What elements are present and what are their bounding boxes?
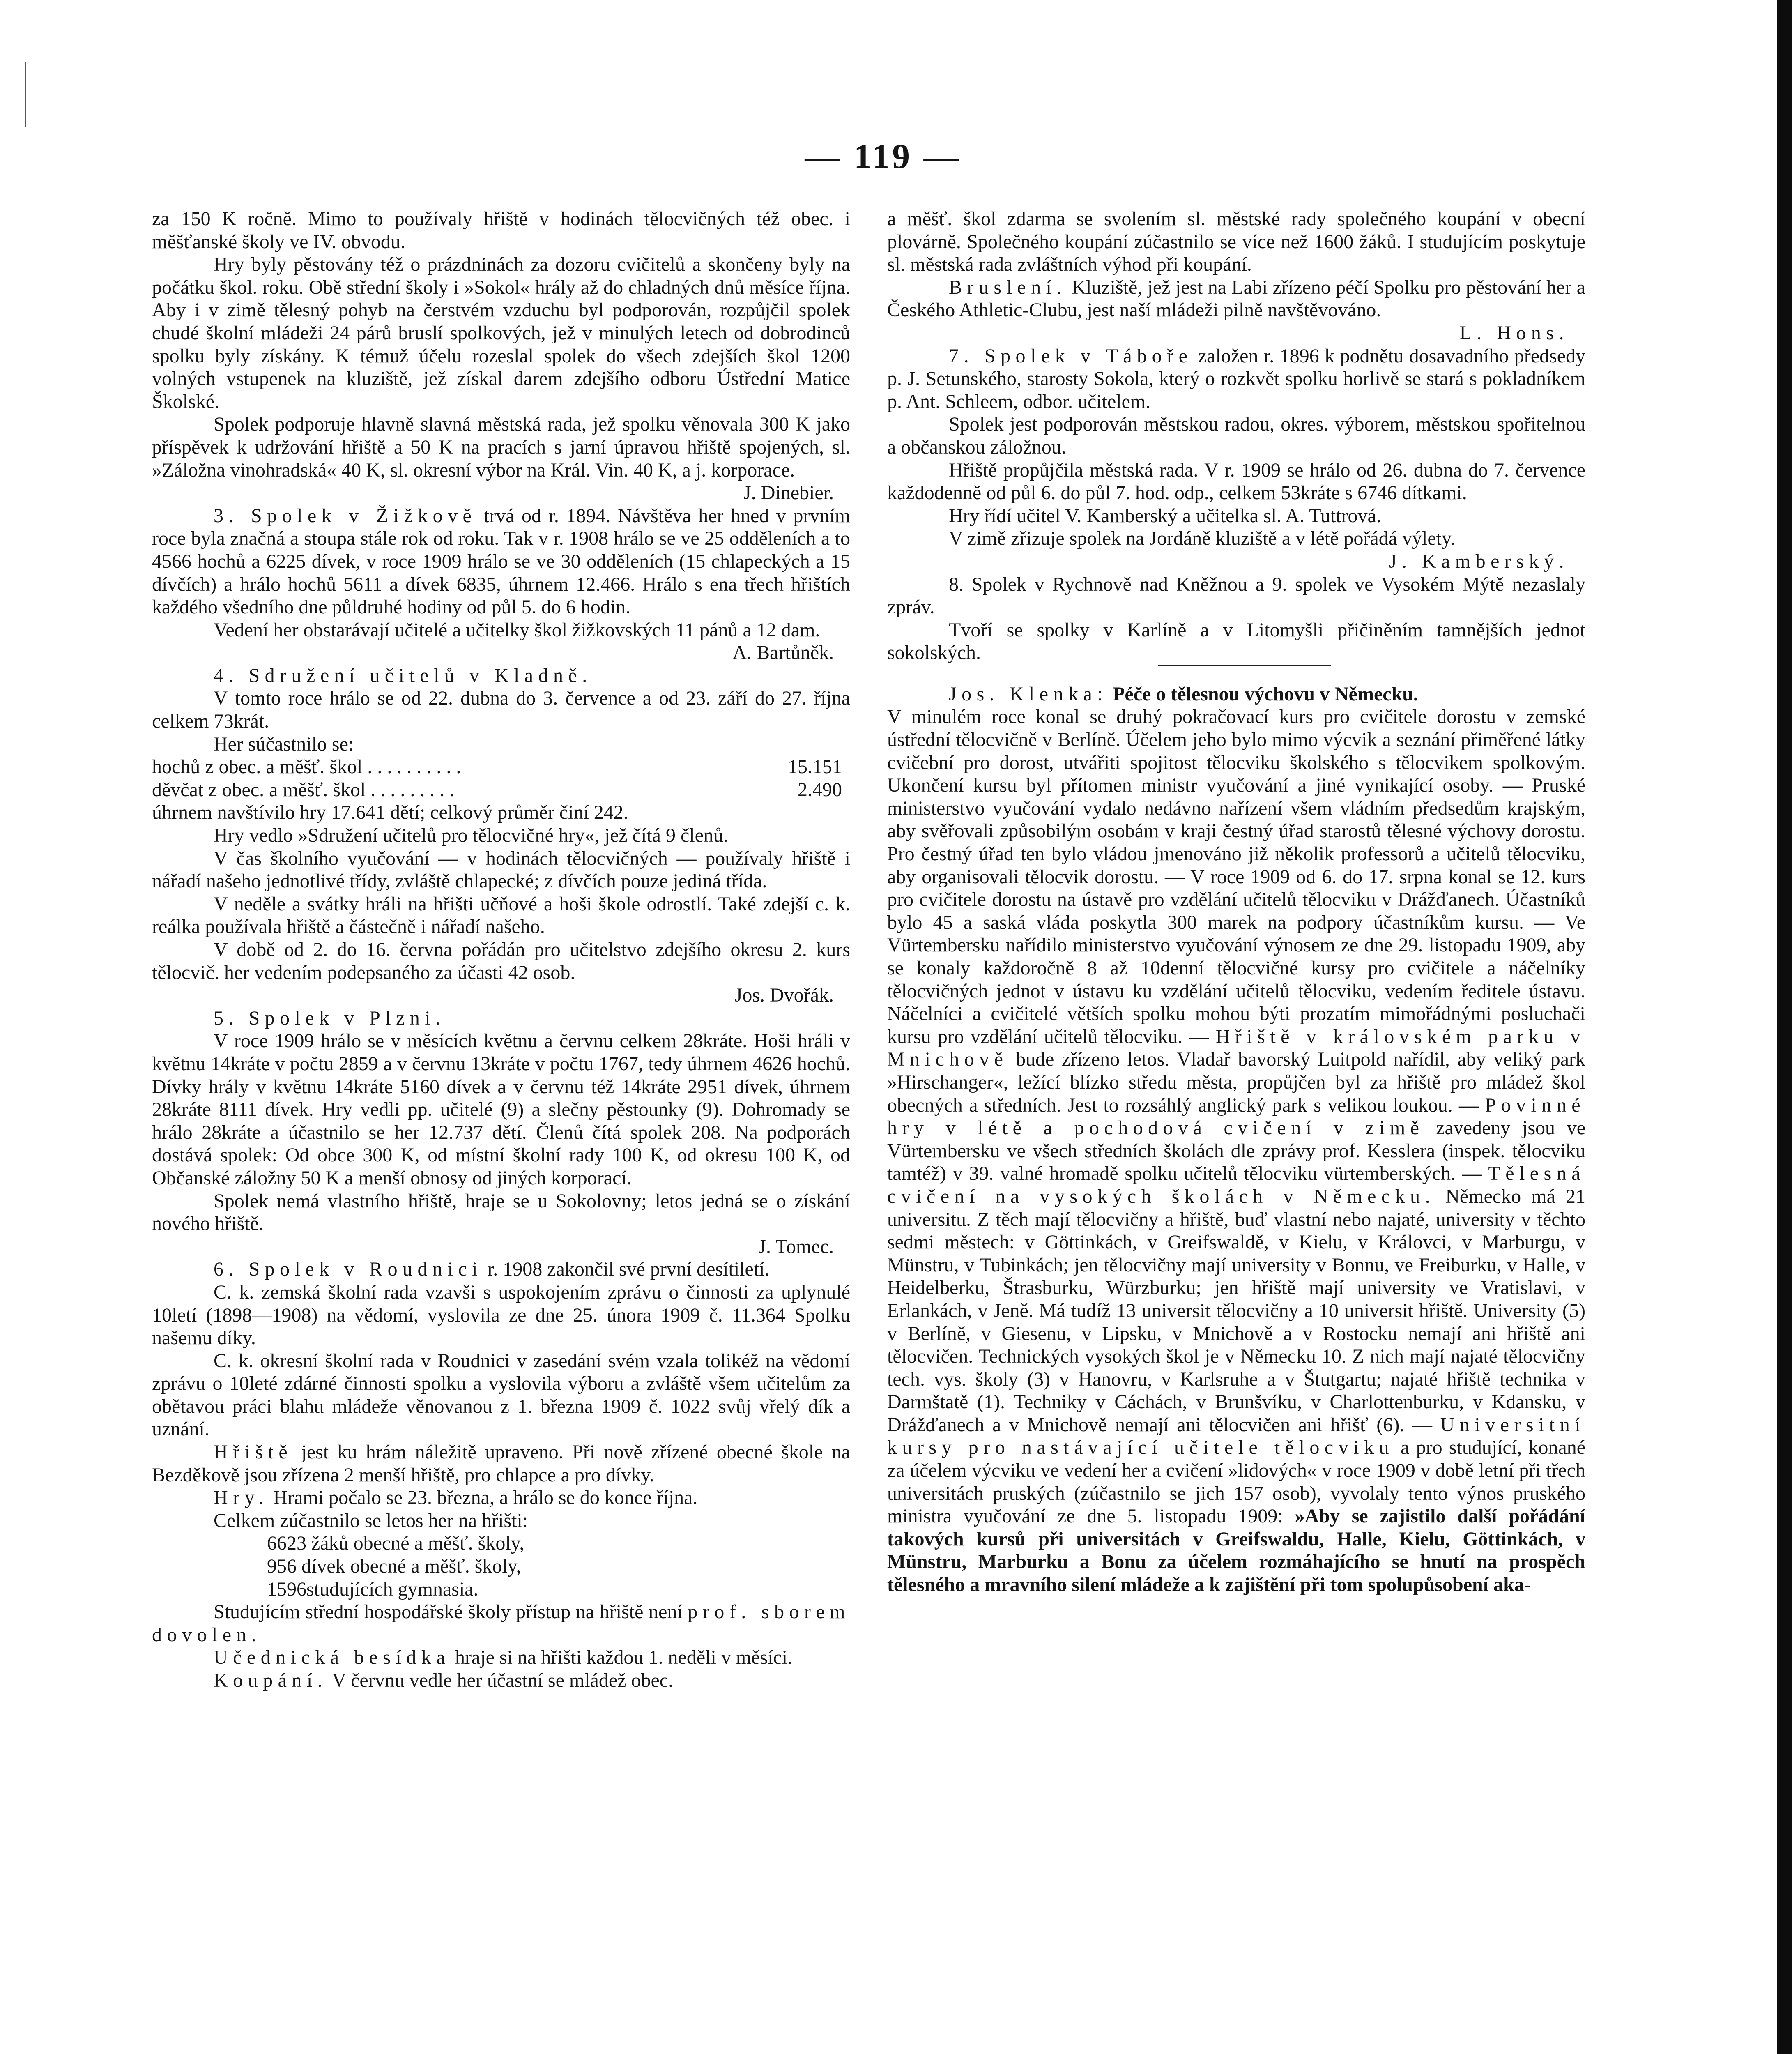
inline-bold: »Aby se zajistilo další pořádání takových kursů při universitách v Greifswaldu, Halle, Kielu, Göttinkách, v Münstru, Marburku a Bonu za účelem rozmáhajícího se hnutí na prospěch tělesného a mravního silení mládeže a k zajištění při tom spolupůsobení aka- [887, 1505, 1585, 1596]
paragraph: V čas školního vyučování — v hodinách tělocvičných — používaly hřiště i nářadí našeho jednotlivé třídy, zvláště chlapecké; z dívčích pouze jediná třída. [152, 847, 850, 892]
inline-spaced: Universitní kursy pro nastávající učitele tělocviku [887, 1414, 1585, 1459]
paragraph [152, 1646, 850, 1669]
paragraph: V roce 1909 hrálo se v měsících květnu a červnu celkem 28kráte. Hoši hráli v květnu 14kráte v počtu 2859 a v červnu 13kráte v počtu 1767, tedy úhrnem 4626 hochů. Dívky hrály v květnu 14kráte 5160 dívek a v červnu též 14kráte 2951 dívek, úhrnem 28kráte 8111 dívek. Hry vedli pp. učitelé (9) a slečny pěstounky (9). Dohromady se hrálo 28kráte a účastnilo se her 12.737 dětí. Členů čítá spolek 208. Na podporách dostává spolek: Od obce 300 K, od místní školní rady 100 K, od okresu 100 K, od Občanské záložny 50 K a menší obnosy od jiných korporací. [152, 1030, 850, 1189]
inline-spaced: Tělesná cvičení na vysokých školách v Německu. [887, 1163, 1585, 1207]
article-heading [887, 683, 1585, 706]
list-value: 2.490 [798, 778, 842, 801]
signature: A. Bartůněk. [732, 642, 834, 664]
paragraph: Hřiště propůjčila městská rada. V r. 1909 se hrálo od 26. dubna do 7. července každodenně od půl 6. do půl 7. hod. odp., celkem 53kráte s 6746 dítkami. [887, 459, 1585, 504]
paragraph [152, 1669, 850, 1692]
section-heading: 6. Spolek v Roudnici [214, 1258, 483, 1280]
paragraph [152, 1486, 850, 1509]
signature: L. Hons. [1459, 322, 1569, 344]
section-heading: 5. Spolek v Plzni. [214, 1007, 446, 1029]
inline-text: Studujícím střední hospodářské školy přístup na hřiště není [214, 1601, 683, 1623]
list-label: děvčat z obec. a měšť. škol . . . . . . . . . [152, 778, 455, 801]
inline-heading: Bruslení. [949, 276, 1067, 298]
article-author: Jos. Klenka: [949, 683, 1108, 705]
list-label: hochů z obec. a měšť. škol . . . . . . . . . . [152, 756, 461, 778]
inline-text: V červnu vedle her účastní se mládež obec. [332, 1669, 674, 1691]
inline-spaced: Hřiště v královském parku v Mnichově [887, 1025, 1585, 1071]
paragraph [152, 1441, 850, 1486]
inline-heading: Hry. [214, 1487, 269, 1509]
paragraph: Spolek nemá vlastního hřiště, hraje se u Sokolovny; letos jedná se o získání nového hřiště. [152, 1190, 850, 1235]
inline-text: Německo má 21 universitu. Z těch mají tělocvičny a hřiště, buď vlastní nebo najaté, university v těchto sedmi městech: v Göttinkách, v Greifswaldě, v Kielu, v Královci, v Marburgu, v Münstru, v Tubinkách; jen tělocvičny mají university v Bonnu, ve Freiburku, v Halle, v Heidelberku, Štrasburku, Würzburku; jen hřiště mají university ve Vratislavi, v Erlankách, v Jeně. Má tudíž 13 universit tělocvičny a 10 universit hřiště. University (5) v Berlíně, v Giesenu, v Lipsku, v Mnichově a v Rostocku nemají ani hřiště ani tělocvičen. Technických vysokých škol je v Německu 10. Z nich mají najaté tělocvičny tech. vys. školy (3) v Hanovru, v Karlsruhe a v Štutgartu; najaté hřiště technika v Darmštatě (1). Techniky v Cáchách, v Brunšvíku, v Charlottenburku, v Kdansku, v Drážďanech a v Mnichově nemají ani tělocvičen ani hřišť (6). — [887, 1185, 1585, 1436]
inline-heading: Koupání. [214, 1669, 328, 1691]
paragraph [887, 276, 1585, 322]
inline-text: bude zřízeno letos. Vladař bavorský Luitpold nařídil, aby veliký park »Hirschanger«, ležící blízko středu města, propůjčen byl za hřiště pro mládež škol obecných a středních. Jest to rozsáhlý anglický park s velikou loukou. — [887, 1048, 1585, 1116]
paragraph [152, 1600, 850, 1646]
inline-text: a pro studující, konané za účelem výcviku ve vedení her a cvičení »lidových« v roce 1909 v době letní při třech universitách pruských (zúčastnilo se jich 157 osob), vyvolaly tento výnos pruského ministra vyučování ze dne 5. listopadu 1909: [887, 1437, 1585, 1527]
paragraph: V neděle a svátky hráli na hřišti učňové a hoši škole odrostlí. Také zdejší c. k. reálka používala hřiště a částečně i nářadí našeho. [152, 893, 850, 938]
list-item [152, 778, 850, 801]
page-number: — 119 — [805, 136, 962, 176]
section-heading: 4. Sdružení učitelů v Kladně. [214, 664, 592, 686]
article-body [887, 705, 1585, 1596]
paragraph: Spolek jest podporován městskou radou, okres. výborem, městskou spořitelnou a občanskou záložnou. [887, 413, 1585, 458]
signature: Jos. Dvořák. [734, 984, 834, 1006]
paragraph: Spolek podporuje hlavně slavná městská rada, jež spolku věnovala 300 K jako příspěvek k udržování hřiště a 50 K na pracích s jarní úpravou hřiště spojených, sl. »Záložna vinohradská« 40 K, sl. okresní výbor na Král. Vin. 40 K, a j. korporace. [152, 413, 850, 481]
signature: J. Tomec. [758, 1235, 834, 1257]
inline-text: zavedeny jsou ve Vürtembersku ve všech středních školách dle zprávy prof. Kesslera (inspek. tělocviku tamtéž) v 39. valné hromadě spolku učitelů tělocviku vürtemberských. — [887, 1117, 1585, 1185]
paragraph: C. k. okresní školní rada v Roudnici v zasedání svém vzala tolikéž na vědomí zprávu o 10leté zdárné činnosti spolku a vyslovila výboru a zvláště všem učitelům za obětavou práci blahu mládeže věnovanou z 1. března 1909 č. 1022 svůj vřelý dík a uznání. [152, 1349, 850, 1440]
list-item [152, 755, 850, 778]
section-text: založen r. 1896 k podnětu dosavadního předsedy p. J. Setunského, starosty Sokola, který o rozkvět spolku horlivě se stará s pokladníkem p. Ant. Schleem, odbor. učitelem. [887, 345, 1585, 412]
section-text: trvá od r. 1894. Návštěva her hned v prvním roce byla značná a stoupa stále rok od roku. Tak v r. 1908 hrálo se ve 25 odděleních a to 4566 hochů a 6225 dívek, v roce 1909 hrálo se ve 30 odděleních (15 chlapeckých a 15 dívčích) a hrálo hochů 5611 a dívek 6835, úhrnem 12.466. Hrálo s ena třech hřištích každého všedního dne půldruhé hodiny od půl 5. do 6 hodin. [152, 504, 850, 618]
list-item: 956 dívek obecné a měšť. školy, [267, 1555, 521, 1577]
inline-text: jest ku hrám náležitě upraveno. Při nově zřízené obecné škole na Bezděkově jsou zřízena 2 menší hřiště, pro chlapce a pro dívky. [152, 1441, 850, 1486]
right-column [887, 207, 1585, 2054]
signature: J. Kamberský. [1389, 550, 1569, 572]
section-3 [152, 504, 850, 619]
inline-text: Kluziště, jež jest na Labi zřízeno péčí Spolku pro pěstování her a Českého Athletic-Clubu, jest naší mládeži pilně navštěvováno. [887, 276, 1585, 321]
paragraph: V tomto roce hrálo se od 22. dubna do 3. července a od 23. září do 27. října celkem 73krát. [152, 687, 850, 732]
scan-edge-right [1777, 0, 1792, 2054]
paragraph: C. k. zemská školní rada vzavši s uspokojením zprávu o činnosti za uplynulé 10letí (1898—1908) na vědomí, vyslovila ze dne 25. února 1909 č. 11.364 Spolku našemu díky. [152, 1281, 850, 1349]
paragraph: Her súčastnilo se: [214, 733, 354, 755]
paragraph: a měšť. škol zdarma se svolením sl. městské rady společného koupání v obecní plovárně. Společného koupání zúčastnilo se více než 1600 žáků. I studujícím poskytuje sl. městská rada zvláštních výhod při koupání. [887, 208, 1585, 276]
list-value: 15.151 [788, 756, 842, 778]
list-item: 6623 žáků obecné a měšť. školy, [267, 1532, 524, 1554]
paragraph: Celkem zúčastnilo se letos her na hřišti: [214, 1509, 528, 1531]
paragraph: V době od 2. do 16. června pořádán pro učitelstvo zdejšího okresu 2. kurs tělocvič. her vedením podepsaného za účasti 42 osob. [152, 939, 850, 983]
paragraph: Vedení her obstarávají učitelé a učitelky škol žižkovských 11 pánů a 12 dam. [214, 619, 820, 641]
signature: J. Dinebier. [743, 482, 834, 504]
paragraph: Tvoří se spolky v Karlíně a v Litomyšli přičiněním tamnějších jednot sokolských. [887, 619, 1585, 664]
inline-text: V minulém roce konal se druhý pokračovací kurs pro cvičitele dorostu v zemské ústřední tělocvičně v Berlíně. Účelem jeho bylo mimo výcvik a seznání přiměřené látky cvičební pro dorost, utvářiti spojitost tělocviku školského s tělocvikem spolkovým. Ukončení kursu byl přítomen ministr vyučování a jiné vynikající osoby. — Pruské ministerstvo vyučování vydalo nedávno nařízení všem vládním předsedům krajským, aby svěřovali způsobilým osobám v kraji čestný úřad starostů tělesné výchovy dorostu. Pro čestný úřad ten bylo vládou jmenováno již několik professorů a učitelů tělocviku, aby organisovali tělocvik dorostu. — V roce 1909 od 6. do 17. srpna konal se 12. kurs pro cvičitele dorostu na ústavě pro vzdělání učitelů tělocviku v Drážďanech. Účastníků bylo 45 a saská vláda poskytla 300 marek na podpory účastníkům kursu. — Ve Vürtembersku nařídilo ministerstvo vyučování výnosem ze dne 29. listopadu 1909, aby se konaly každoročně 8 až 10denní tělocvičné kursy pro cvičitele a náčelníky tělocvičných jednot v ústavu ku vzdělání učitelů tělocviku, vedením ředitele ústavu. Náčelníci a cvičitelé větších spolku mohou býti prozatím mimořádnými posluchači kursu pro vzdělání učitelů tělocviku. — [887, 706, 1585, 1048]
inline-heading: Hřiště [214, 1441, 293, 1463]
inline-text: hraje si na hřišti každou 1. neděli v měsíci. [455, 1646, 793, 1669]
paragraph: úhrnem navštívilo hry 17.641 dětí; celkový průměr činí 242. [152, 801, 628, 824]
spacer [887, 666, 1585, 683]
paragraph: 8. Spolek v Rychnově nad Kněžnou a 9. spolek ve Vysokém Mýtě nezaslaly zpráv. [887, 573, 1585, 618]
article-title: Péče o tělesnou výchovu v Německu. [1113, 683, 1418, 705]
paragraph: Hry byly pěstovány též o prázdninách za dozoru cvičitelů a skončeny byly na počátku škol. roku. Obě střední školy i »Sokol« hrály až do chladných dnů měsíce října. Aby i v zimě tělesný pohyb na čerstvém vzduchu byl podporován, rozpůjčil spolek chudé školní mládeži 24 párů bruslí spolkových, jež v minulých letech od dobrodinců spolku byly získány. K témuž účelu rozeslal spolek do všech zdejších škol 1200 volných vstupenek na kluziště, jež získal darem zdejšího odboru Ústřední Matice Školské. [152, 253, 850, 412]
inline-text: Hrami počalo se 23. března, a hrálo se do konce října. [273, 1487, 698, 1509]
section-7 [887, 345, 1585, 413]
section-heading: 7. Spolek v Táboře [949, 345, 1193, 367]
inline-spaced: Povinné hry v létě a pochodová cvičení v zimě [887, 1094, 1585, 1139]
paragraph: za 150 K ročně. Mimo to používaly hřiště v hodinách tělocvičných též obec. i měšťanské školy ve IV. obvodu. [152, 208, 850, 253]
section-6 [152, 1258, 850, 1281]
inline-heading: Učednická besídka [214, 1646, 451, 1669]
section-text: r. 1908 zakončil své první desítiletí. [487, 1258, 770, 1280]
paragraph: Hry řídí učitel V. Kamberský a učitelka sl. A. Tuttrová. [949, 504, 1381, 527]
section-heading: 3. Spolek v Žižkově [214, 504, 477, 527]
list-item: 1596studujících gymnasia. [267, 1578, 478, 1600]
paragraph: Hry vedlo »Sdružení učitelů pro tělocvičné hry«, jež čítá 9 členů. [214, 824, 728, 847]
inline-spaced: prof. sborem dovolen. [152, 1601, 850, 1646]
left-column [152, 207, 850, 2054]
paragraph: V zimě zřizuje spolek na Jordáně kluziště a v létě pořádá výlety. [949, 527, 1455, 550]
margin-mark [25, 62, 26, 127]
